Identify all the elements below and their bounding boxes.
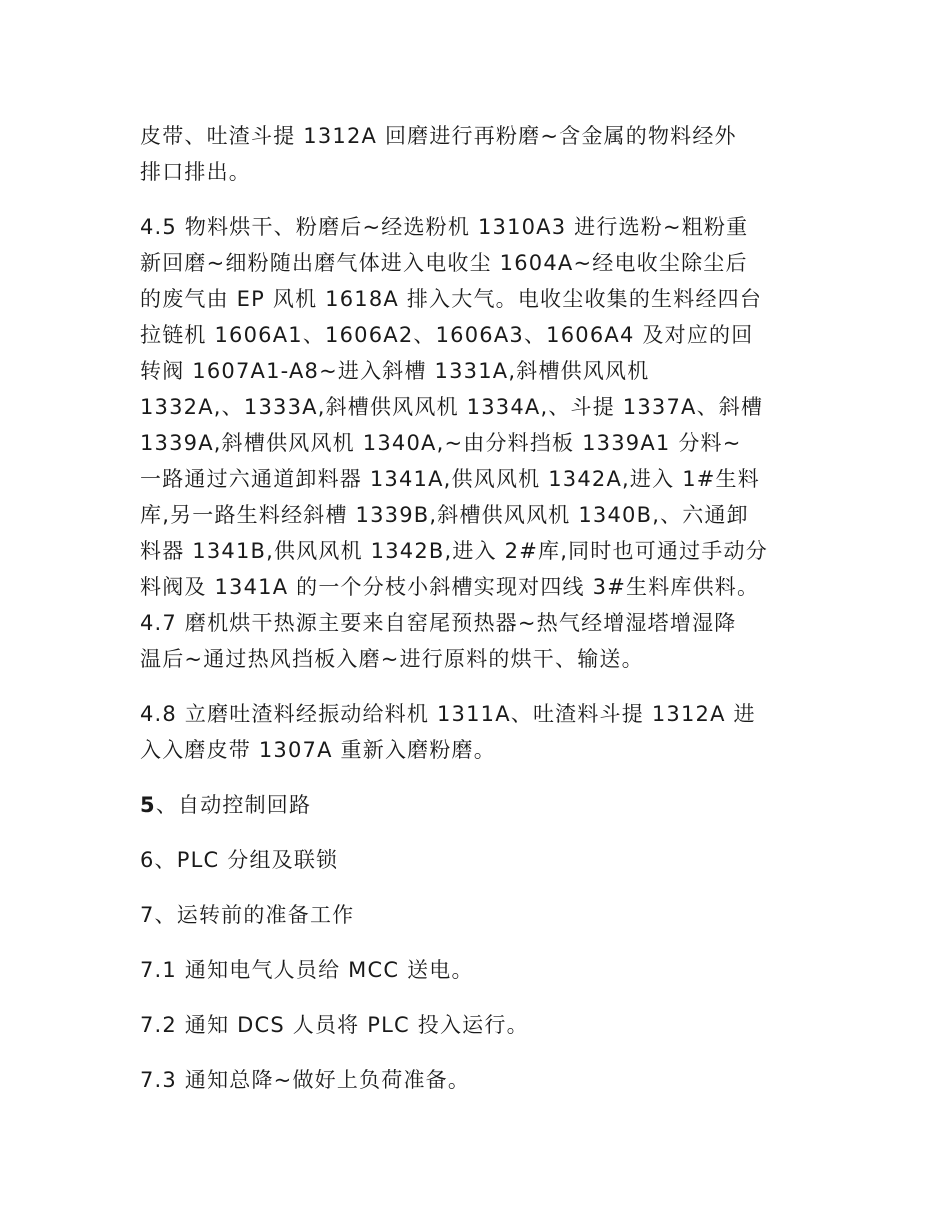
heading-6-plc <box>140 842 820 878</box>
text-line: 4.5 物料烘干、粉磨后~经选粉机 1310A3 进行选粉~粗粉重 <box>140 215 749 239</box>
text-line: 入入磨皮带 1307A 重新入磨粉磨。 <box>140 738 496 762</box>
heading-6-text: 6、PLC 分组及联锁 <box>140 848 339 872</box>
text-line: 拉链机 1606A1、1606A2、1606A3、1606A4 及对应的回 <box>140 323 754 347</box>
text-line: 皮带、吐渣斗提 1312A 回磨进行再粉磨~含金属的物料经外 <box>140 124 737 148</box>
text-line: 4.8 立磨吐渣料经振动给料机 1311A、吐渣料斗提 1312A 进 <box>140 702 756 726</box>
text-line: 料器 1341B,供风风机 1342B,进入 2#库,同时也可通过手动分 <box>140 539 768 563</box>
heading-7-text: 7、运转前的准备工作 <box>140 903 355 927</box>
heading-7-preparation <box>140 897 820 933</box>
text-line: 的废气由 EP 风机 1618A 排入大气。电收尘收集的生料经四台 <box>140 287 763 311</box>
document-body <box>140 118 820 1098</box>
paragraph-4-8 <box>140 696 820 768</box>
text-line: 一路通过六通道卸料器 1341A,供风风机 1342A,进入 1#生料 <box>140 467 760 491</box>
item-7-3 <box>140 1062 820 1098</box>
item-7-1-text: 7.1 通知电气人员给 MCC 送电。 <box>140 958 474 982</box>
item-7-1 <box>140 952 820 988</box>
text-line: 转阀 1607A1-A8~进入斜槽 1331A,斜槽供风风机 <box>140 359 650 383</box>
text-line: 4.7 磨机烘干热源主要来自窑尾预热器~热气经增湿塔增湿降 <box>140 611 737 635</box>
text-line: 新回磨~细粉随出磨气体进入电收尘 1604A~经电收尘除尘后 <box>140 251 748 275</box>
text-line: 温后~通过热风挡板入磨~进行原料的烘干、输送。 <box>140 647 644 671</box>
text-line: 1339A,斜槽供风风机 1340A,~由分料挡板 1339A1 分料~ <box>140 431 742 455</box>
paragraph-4-5-and-4-7 <box>140 209 820 677</box>
item-7-2-text: 7.2 通知 DCS 人员将 PLC 投入运行。 <box>140 1013 529 1037</box>
text-line: 库,另一路生料经斜槽 1339B,斜槽供风风机 1340B,、六通卸 <box>140 503 749 527</box>
item-7-3-text: 7.3 通知总降~做好上负荷准备。 <box>140 1068 471 1092</box>
paragraph-return-grinding <box>140 118 820 190</box>
text-line: 排口排出。 <box>140 160 251 184</box>
text-line: 1332A,、1333A,斜槽供风风机 1334A,、斗提 1337A、斜槽 <box>140 395 764 419</box>
heading-5-number: 5 <box>140 793 156 817</box>
text-line: 料阀及 1341A 的一个分枝小斜槽实现对四线 3#生料库供料。 <box>140 575 760 599</box>
item-7-2 <box>140 1007 820 1043</box>
heading-5-text: 、自动控制回路 <box>155 793 312 817</box>
heading-5-auto-control <box>140 787 820 823</box>
